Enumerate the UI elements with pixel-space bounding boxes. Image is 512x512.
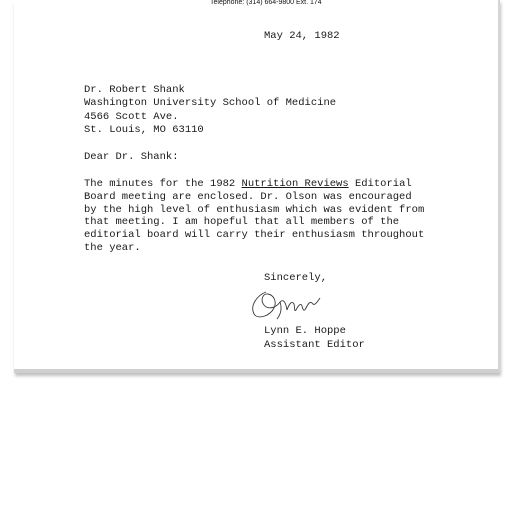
body-line-3: by the high level of enthusiasm which was evident from — [84, 203, 425, 216]
handwritten-signature — [246, 286, 330, 322]
recipient-institution: Washington University School of Medicine — [84, 97, 337, 110]
body-line-4: that meeting. I am hopeful that all members of the — [84, 216, 400, 229]
closing: Sincerely, — [264, 272, 328, 284]
letterhead-telephone: Telephone: (314) 664-9800 Ext. 174 — [210, 0, 322, 6]
body-line-1-end: Editorial — [348, 178, 412, 190]
recipient-street: 4566 Scott Ave. — [84, 110, 179, 123]
body-line-1-start: The minutes for the 1982 — [84, 178, 242, 190]
recipient-address — [84, 84, 336, 137]
recipient-city: St. Louis, MO 63110 — [84, 123, 204, 136]
body-line-1 — [84, 178, 424, 191]
salutation: Dear Dr. Shank: — [84, 151, 179, 163]
journal-title: Nutrition Reviews — [241, 178, 349, 190]
letter-sheet — [14, 0, 500, 373]
signer-name: Lynn E. Hoppe — [264, 325, 346, 337]
letter-date: May 24, 1982 — [264, 30, 340, 42]
signer-title: Assistant Editor — [264, 338, 365, 351]
recipient-name: Dr. Robert Shank — [84, 84, 185, 96]
signer-block — [264, 325, 365, 352]
letter-body — [84, 178, 424, 255]
body-line-5: editorial board will carry their enthusiasm throughout — [84, 229, 425, 242]
body-line-6: the year. — [84, 241, 141, 254]
body-line-2: Board meeting are enclosed. Dr. Olson was encouraged — [84, 190, 412, 203]
